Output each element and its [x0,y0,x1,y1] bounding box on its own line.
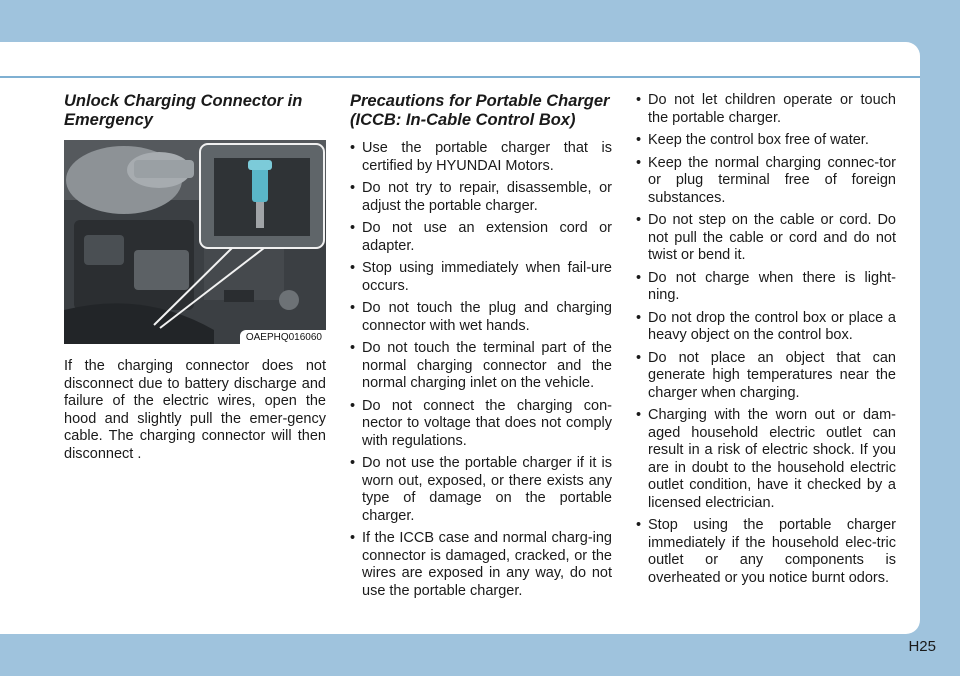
section-heading-precautions: Precautions for Portable Charger (ICCB: In-Cable Control Box) [350,92,610,129]
bullet-icon: • [350,455,356,471]
list-item: • Do not use the portable charger if it is worn out, exposed, or there exists any type of damage on the portable charger. [350,455,612,524]
precautions-list [350,140,612,600]
list-item: • If the ICCB case and normal charg-ing connector is damaged, cracked, or the wires are exposed in any way, do not use the portable charger. [350,530,612,599]
list-item: • Do not try to repair, disassemble, or adjust the portable charger. [350,180,612,214]
list-item: • Stop using the portable charger immediately if the household elec-tric outlet or any components is overheated or you notice burnt odors. [636,517,896,586]
list-item: • Keep the control box free of water. [636,132,869,148]
column-emergency-unlock [64,92,326,463]
column-precautions-continued [636,92,896,592]
engine-bay-photo [64,140,326,344]
bullet-icon: • [636,407,642,423]
bullet-icon: • [636,212,642,228]
bullet-icon: • [350,220,356,236]
list-item: • Do not let children operate or touch the portable charger. [636,92,896,126]
image-code-caption: OAEPHQ016060 [240,330,326,344]
page-number: H25 [908,638,936,655]
bullet-icon: • [636,349,642,366]
bullet-icon: • [350,260,356,276]
bullet-icon: • [636,92,642,108]
emergency-paragraph: If the charging connector does not disconnect due to battery discharge and failure of the electric wires, open the hood and slightly pull the emer-gency cable. The charging connector will then disconnect . [64,358,326,462]
precautions-list-continued [636,92,896,587]
bullet-icon: • [636,269,642,286]
list-item: • Do not connect the charging con-nector to voltage that does not comply with regulations. [350,397,612,449]
bullet-icon: • [350,300,356,316]
list-item: • Do not touch the plug and charging connector with wet hands. [350,300,612,334]
list-item: • Do not charge when there is light-ning. [636,269,896,303]
list-item: • Charging with the worn out or dam-aged household electric outlet can result in a risk of electric shock. If you are in doubt to the household electric outlet condition, have it checked by a licensed electrician. [636,407,896,511]
bullet-icon: • [350,530,356,546]
list-item: • Keep the normal charging connec-tor or plug terminal free of foreign substances. [636,154,896,206]
header-rule [0,76,920,78]
list-item: • Do not use an extension cord or adapter. [350,220,612,254]
section-heading-emergency: Unlock Charging Connector in Emergency [64,92,303,129]
bullet-icon: • [636,309,642,326]
engine-bay-illustration [64,140,326,344]
bullet-icon: • [636,132,642,148]
bullet-icon: • [636,517,642,533]
list-item: • Do not drop the control box or place a heavy object on the control box. [636,309,896,343]
bullet-icon: • [636,154,642,171]
bullet-icon: • [350,140,356,156]
list-item: • Stop using immediately when fail-ure occurs. [350,260,612,294]
column-precautions [350,92,612,605]
list-item: • Do not touch the terminal part of the normal charging connector and the normal charging inlet on the vehicle. [350,340,612,391]
bullet-icon: • [350,340,356,356]
bullet-icon: • [350,397,356,414]
list-item: • Do not place an object that can generate high temperatures near the charger when charging. [636,349,896,401]
list-item: • Do not step on the cable or cord. Do not pull the cable or cord and do not twist or bend it. [636,212,896,263]
bullet-icon: • [350,180,356,196]
list-item: • Use the portable charger that is certified by HYUNDAI Motors. [350,140,612,174]
